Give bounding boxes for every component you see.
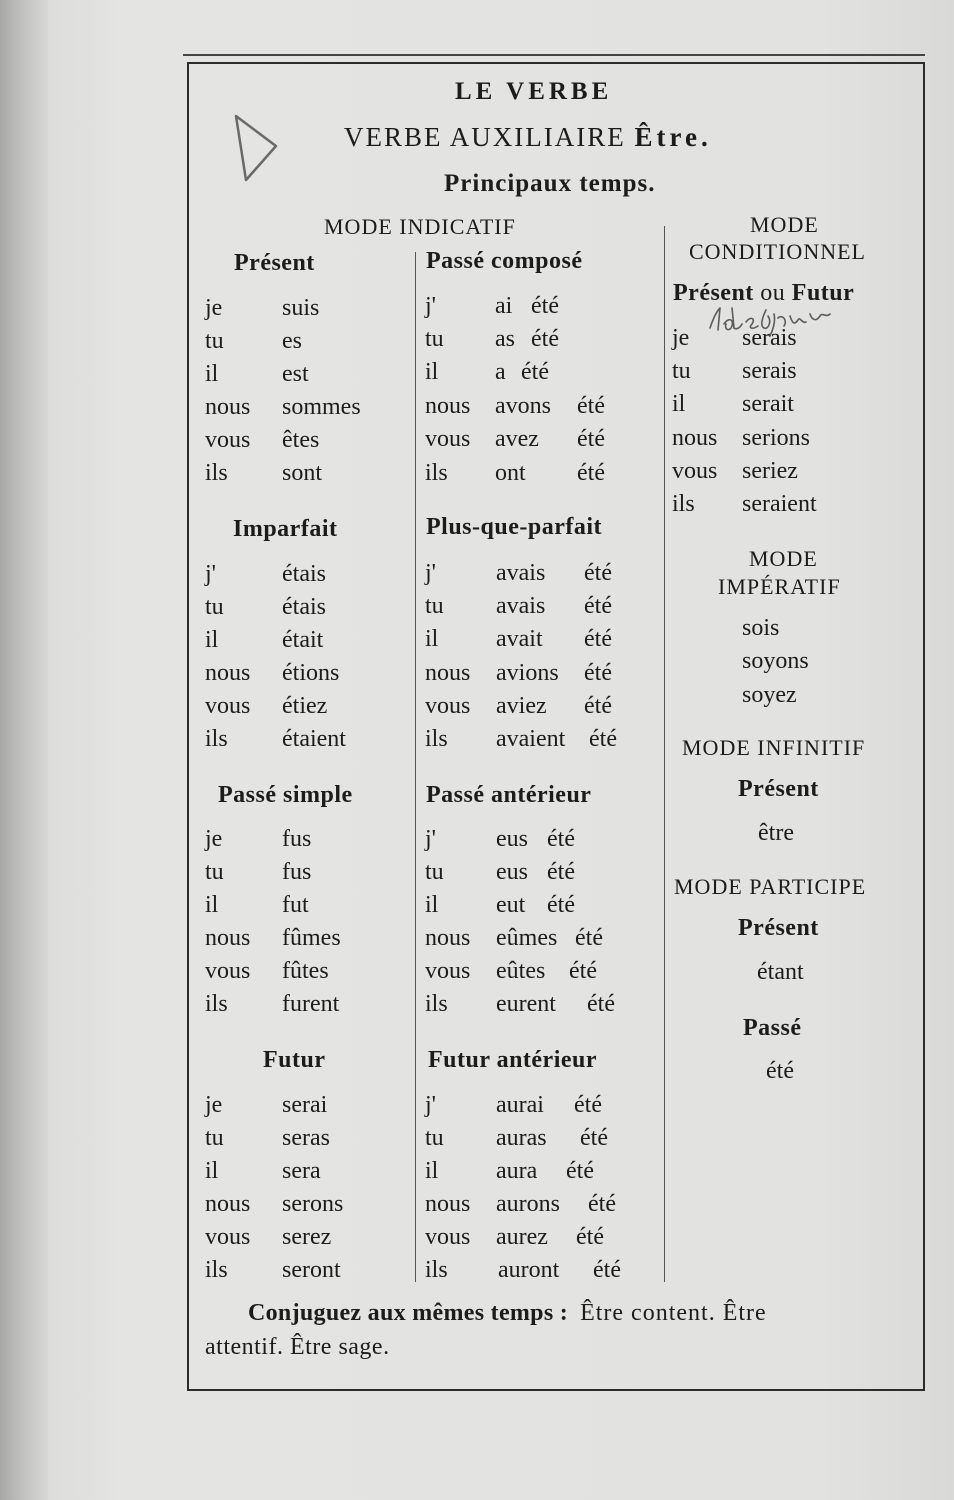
auxiliary: aviez (496, 693, 547, 719)
participle: été (576, 1224, 604, 1250)
verb-form: étaient (282, 726, 346, 752)
pencil-triangle-icon (232, 112, 280, 186)
auxiliary: avons (495, 393, 551, 419)
mode-indicatif-label: MODE INDICATIF (324, 214, 516, 239)
subtitle (344, 122, 712, 153)
auxiliary: ai (495, 293, 513, 319)
verb-form: fus (282, 826, 312, 852)
verb-form: serions (742, 425, 810, 451)
mode-conditionnel-label-1: MODE (750, 212, 819, 237)
pronoun: ils (205, 726, 228, 752)
pronoun: nous (205, 660, 251, 686)
pronoun: tu (425, 1125, 444, 1151)
pronoun: j' (425, 560, 436, 586)
pronoun: vous (205, 427, 251, 453)
auxiliary: a (495, 359, 506, 385)
tense-heading: Plus-que-parfait (426, 514, 602, 540)
pronoun: tu (672, 358, 691, 384)
verb-form: serez (282, 1224, 332, 1250)
verb-form: serais (742, 358, 797, 384)
tense-futur: Futur (791, 280, 855, 306)
verb-form: soyons (742, 648, 809, 674)
auxiliary: auront (498, 1257, 560, 1283)
auxiliary: as (495, 326, 515, 352)
auxiliary: auras (496, 1125, 547, 1151)
verb-form: serait (742, 391, 794, 417)
verb-form: furent (282, 991, 340, 1017)
verb-form: étant (757, 959, 804, 985)
pronoun: nous (672, 425, 718, 451)
exercise-line-2: attentif. Être sage. (205, 1334, 390, 1360)
tense-heading: Passé simple (218, 782, 353, 808)
auxiliary: aurez (496, 1224, 548, 1250)
column-separator-left (415, 252, 416, 1282)
verb-form: étais (282, 594, 326, 620)
verb-form: étions (282, 660, 340, 686)
verb-form: seras (282, 1125, 330, 1151)
verb-form: seraient (742, 491, 817, 517)
exercise-text-1: Être content. Être (580, 1300, 767, 1326)
participle: été (574, 1092, 602, 1118)
mode-conditionnel-label-2: CONDITIONNEL (689, 239, 866, 264)
tense-present: Présent (673, 280, 754, 306)
pronoun: je (205, 295, 223, 321)
pronoun: tu (205, 859, 224, 885)
pronoun: vous (425, 1224, 471, 1250)
pronoun: j' (205, 561, 216, 587)
participle: été (547, 892, 575, 918)
auxiliary: aurons (496, 1191, 560, 1217)
tense-heading: Passé (743, 1015, 802, 1041)
participle: été (531, 326, 559, 352)
participle: été (584, 660, 612, 686)
pronoun: nous (205, 1191, 251, 1217)
tense-heading: Passé antérieur (426, 782, 592, 808)
pronoun: il (425, 626, 439, 652)
pronoun: ils (205, 991, 228, 1017)
pronoun: tu (205, 1125, 224, 1151)
participle: été (547, 826, 575, 852)
auxiliary: eûtes (496, 958, 546, 984)
pronoun: il (425, 1158, 439, 1184)
column-separator-right (664, 226, 665, 1282)
verb-form: fûtes (282, 958, 329, 984)
tense-heading: Futur antérieur (428, 1047, 598, 1073)
participle: été (569, 958, 597, 984)
verb-form: suis (282, 295, 320, 321)
pronoun: il (205, 627, 219, 653)
pronoun: il (205, 1158, 219, 1184)
participle: été (577, 460, 605, 486)
pronoun: il (425, 359, 439, 385)
pronoun: nous (425, 1191, 471, 1217)
verb-form: êtes (282, 427, 320, 453)
exercise-instruction: Conjuguez aux mêmes temps : (248, 1300, 569, 1326)
verb-form: sera (282, 1158, 321, 1184)
verb-form: est (282, 361, 309, 387)
verb-form: être (758, 820, 794, 846)
participle: été (577, 426, 605, 452)
verb-form: fûmes (282, 925, 341, 951)
pronoun: ils (425, 991, 448, 1017)
pronoun: ils (425, 460, 448, 486)
pronoun: vous (205, 693, 251, 719)
participle: été (584, 593, 612, 619)
pronoun: vous (425, 426, 471, 452)
auxiliary: avait (496, 626, 543, 652)
pronoun: nous (205, 394, 251, 420)
pronoun: tu (425, 326, 444, 352)
page-title: LE VERBE (455, 78, 613, 105)
tense-heading: Imparfait (233, 516, 338, 542)
pronoun: tu (205, 328, 224, 354)
verb-form: es (282, 328, 302, 354)
participle: été (577, 393, 605, 419)
verb-form: soyez (742, 682, 797, 708)
pronoun: j' (425, 293, 436, 319)
auxiliary: aura (496, 1158, 538, 1184)
tense-heading: Présent (738, 915, 819, 941)
auxiliary: avais (496, 593, 546, 619)
pronoun: je (672, 325, 690, 351)
verb-form: seriez (742, 458, 798, 484)
mode-imperatif-label-1: MODE (749, 546, 818, 571)
exercise-line-1 (248, 1300, 767, 1327)
auxiliary: avaient (496, 726, 566, 752)
participle: été (588, 1191, 616, 1217)
verb-form: sommes (282, 394, 361, 420)
auxiliary: avais (496, 560, 546, 586)
pronoun: j' (425, 1092, 436, 1118)
pronoun: ils (205, 460, 228, 486)
auxiliary: avions (496, 660, 559, 686)
verb-form: fus (282, 859, 312, 885)
page-binding-shadow (0, 0, 48, 1500)
verb-form: été (766, 1058, 794, 1084)
auxiliary: avez (495, 426, 539, 452)
participle: été (547, 859, 575, 885)
verb-form: étiez (282, 693, 328, 719)
auxiliary: eûmes (496, 925, 558, 951)
pronoun: tu (425, 859, 444, 885)
tense-or: ou (760, 280, 786, 306)
pronoun: nous (205, 925, 251, 951)
verb-form: serais (742, 325, 797, 351)
pronoun: vous (672, 458, 718, 484)
mode-participe-label: MODE PARTICIPE (674, 874, 867, 899)
participle: été (584, 560, 612, 586)
tense-heading: Présent (738, 776, 819, 802)
verb-form: fut (282, 892, 309, 918)
pronoun: il (205, 892, 219, 918)
pronoun: j' (425, 826, 436, 852)
pronoun: vous (425, 693, 471, 719)
pronoun: nous (425, 393, 471, 419)
pronoun: je (205, 826, 223, 852)
tense-heading: Futur (263, 1047, 326, 1073)
participle: été (531, 293, 559, 319)
subtitle-text: VERBE AUXILIAIRE (344, 122, 626, 152)
verb-form: serons (282, 1191, 344, 1217)
pronoun: il (425, 892, 439, 918)
participle: été (521, 359, 549, 385)
pronoun: vous (205, 958, 251, 984)
verb-form: étais (282, 561, 326, 587)
auxiliary: ont (495, 460, 526, 486)
auxiliary: eus (496, 859, 528, 885)
auxiliary: eus (496, 826, 528, 852)
participle: été (580, 1125, 608, 1151)
pronoun: il (672, 391, 686, 417)
pronoun: ils (672, 491, 695, 517)
participle: été (584, 626, 612, 652)
verb-form: seront (282, 1257, 341, 1283)
pronoun: il (205, 361, 219, 387)
participle: été (589, 726, 617, 752)
auxiliary: aurai (496, 1092, 544, 1118)
auxiliary: eut (496, 892, 526, 918)
pronoun: vous (425, 958, 471, 984)
participle: été (584, 693, 612, 719)
mode-imperatif-label-2: IMPÉRATIF (718, 574, 841, 599)
verb-form: sois (742, 615, 780, 641)
verb-form: était (282, 627, 324, 653)
handwritten-note (706, 300, 834, 340)
top-rule (183, 54, 925, 56)
pronoun: je (205, 1092, 223, 1118)
pronoun: ils (425, 1257, 448, 1283)
pronoun: ils (205, 1257, 228, 1283)
pronoun: ils (425, 726, 448, 752)
tense-heading: Passé composé (426, 248, 583, 274)
auxiliary: eurent (496, 991, 556, 1017)
participle: été (566, 1158, 594, 1184)
pronoun: nous (425, 660, 471, 686)
participle: été (593, 1257, 621, 1283)
participle: été (587, 991, 615, 1017)
pronoun: vous (205, 1224, 251, 1250)
pronoun: nous (425, 925, 471, 951)
pronoun: tu (205, 594, 224, 620)
pronoun: tu (425, 593, 444, 619)
subtitle-bold: Être. (634, 122, 712, 152)
participle: été (575, 925, 603, 951)
tense-heading: Présent (234, 250, 315, 276)
verb-form: sont (282, 460, 323, 486)
principal-tenses-heading: Principaux temps. (444, 170, 656, 197)
verb-form: serai (282, 1092, 328, 1118)
mode-infinitif-label: MODE INFINITIF (682, 735, 866, 760)
